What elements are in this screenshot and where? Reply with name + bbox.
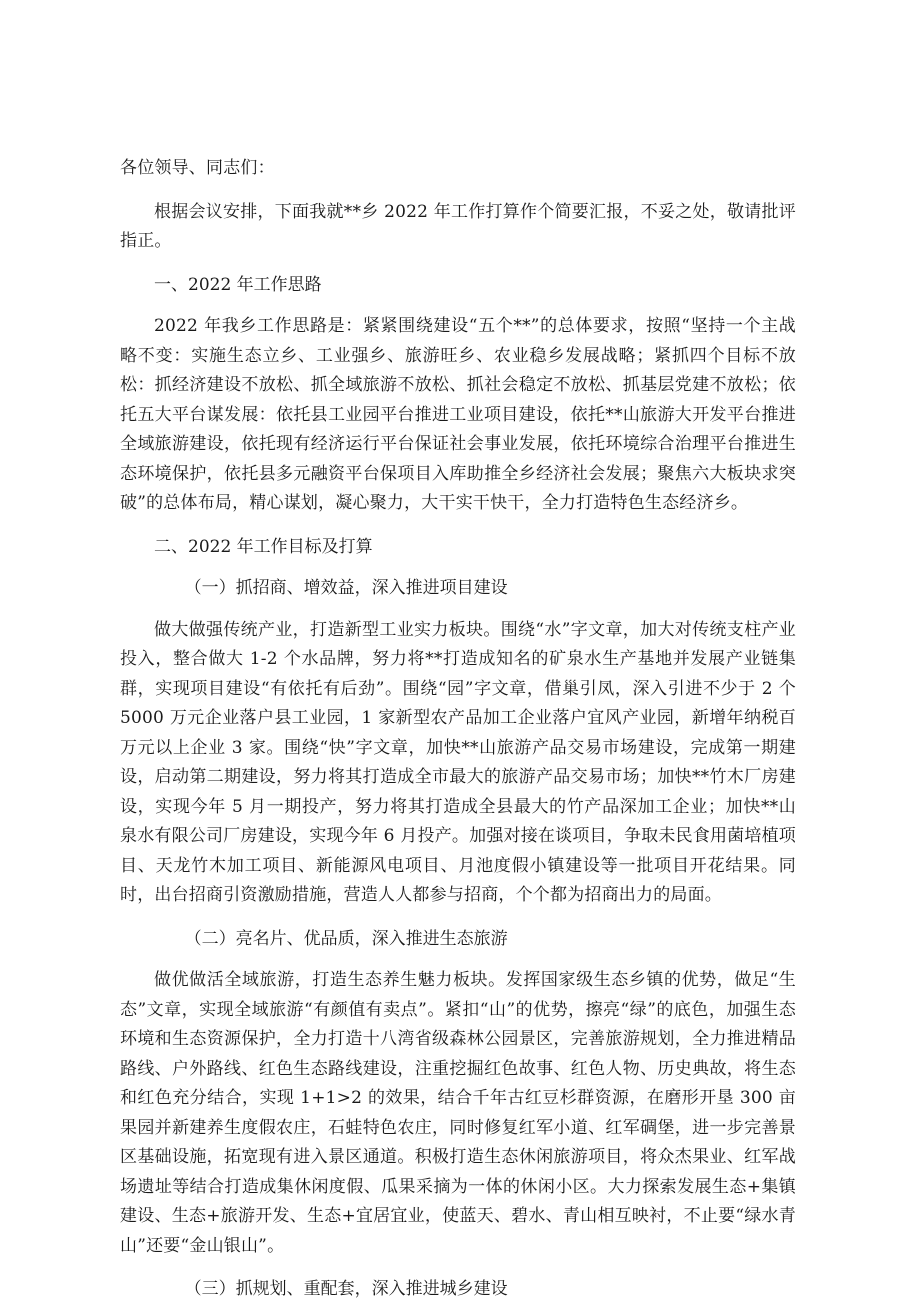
subsection-3-heading: （三）抓规划、重配套，深入推进城乡建设: [184, 1279, 508, 1299]
section-1-body: 2022 年我乡工作思路是：紧紧围绕建设“五个**”的总体要求，按照“坚持一个主战略不变：实施生态立乡、工业强乡、旅游旺乡、农业稳乡发展战略；紧抓四个目标不放松：抓经济建设不放松、抓全域旅游不放松、抓社会稳定不放松、抓基层党建不放松；依托五大平台谋发展：依托县工业园平台推进工业项目建设，依托**山旅游大开发平台推进全域旅游建设，依托现有经济运行平台保证社会事业发展，依托环境综合治理平台推进生态环境保护，依托县多元融资平台保项目入库助推全乡经济社会发展；聚焦六大板块求突破”的总体布局，精心谋划，凝心聚力，大干实干快干，全力打造特色生态经济乡。: [120, 316, 796, 513]
subsection-2-body: 做优做活全域旅游，打造生态养生魅力板块。发挥国家级生态乡镇的优势，做足“生态”文章，实现全域旅游“有颜值有卖点”。紧扣“山”的优势，擦亮“绿”的底色，加强生态环境和生态资源保护，全力打造十八湾省级森林公园景区，完善旅游规划，全力推进精品路线、户外路线、红色生态路线建设，注重挖掘红色故事、红色人物、历史典故，将生态和红色充分结合，实现 1+1>2 的效果，结合千年古红豆杉群资源，在磨形开垦 300 亩果园并新建养生度假农庄，石蛙特色农庄，同时修复红军小道、红军碉堡，进一步完善景区基础设施，拓宽现有进入景区通道。积极打造生态休闲旅游项目，将众杰果业、红军战场遗址等结合打造成集休闲度假、瓜果采摘为一体的休闲小区。大力探索发展生态+集镇建设、生态+旅游开发、生态+宜居宜业，使蓝天、碧水、青山相互映衬，不止要“绿水青山”还要“金山银山”。: [120, 970, 796, 1256]
subsection-1-heading: （一）抓招商、增效益，深入推进项目建设: [184, 578, 508, 598]
subsection-2-heading: （二）亮名片、优品质，深入推进生态旅游: [184, 928, 508, 949]
document-page: [120, 154, 796, 1305]
section-2-heading: 二、2022 年工作目标及打算: [154, 536, 373, 557]
section-1-heading: 一、2022 年工作思路: [154, 274, 322, 295]
intro-paragraph: 根据会议安排，下面我就**乡 2022 年工作打算作个简要汇报，不妥之处，敬请批评指正。: [120, 201, 796, 251]
subsection-1-body: 做大做强传统产业，打造新型工业实力板块。围绕“水”字文章，加大对传统支柱产业投入，整合做大 1-2 个水品牌，努力将**打造成知名的矿泉水生产基地并发展产业链集群，实现项目建设“有依托有后劲”。围绕“园”字文章，借巢引凤，深入引进不少于 2 个 5000 万元企业落户县工业园，1 家新型农产品加工企业落户宜风产业园，新增年纳税百万元以上企业 3 家。围绕“快”字文章，加快**山旅游产品交易市场建设，完成第一期建设，启动第二期建设，努力将其打造成全市最大的旅游产品交易市场；加快**竹木厂房建设，实现今年 5 月一期投产，努力将其打造成全县最大的竹产品深加工企业；加快**山泉水有限公司厂房建设，实现今年 6 月投产。加强对接在谈项目，争取未民食用菌培植项目、天龙竹木加工项目、新能源风电项目、月池度假小镇建设等一批项目开花结果。同时，出台招商引资激励措施，营造人人都参与招商，个个都为招商出力的局面。: [120, 619, 796, 905]
salutation: 各位领导、同志们：: [120, 158, 275, 178]
